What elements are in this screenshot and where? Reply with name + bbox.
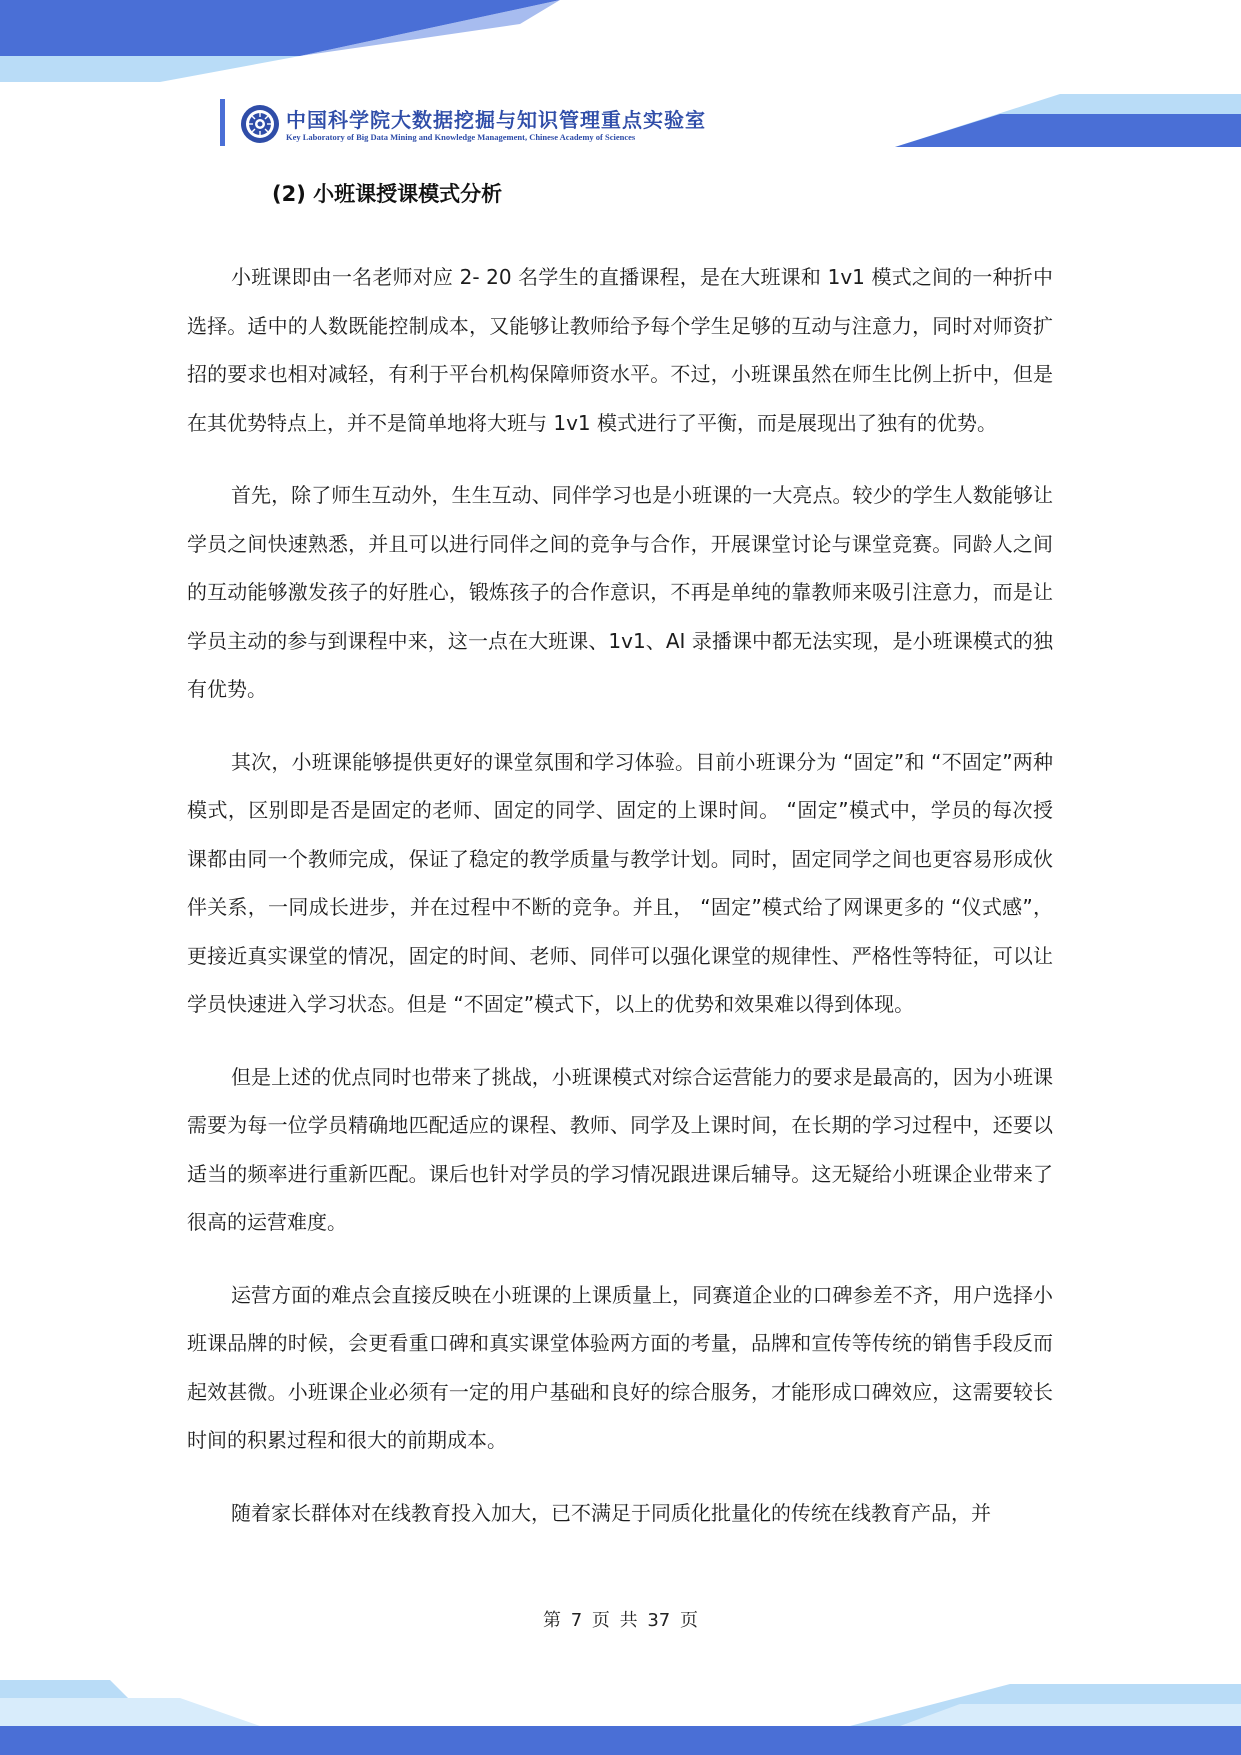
- section-heading: (2) 小班课授课模式分析: [272, 182, 503, 206]
- lab-name-cn: 中国科学院大数据挖掘与知识管理重点实验室: [286, 108, 706, 132]
- footer-decoration: [0, 1660, 1241, 1755]
- paragraph: 小班课即由一名老师对应 2- 20 名学生的直播课程，是在大班课和 1v1 模式之间的一种折中选择。适中的人数既能控制成本，又能够让教师给予每个学生足够的互动与注意力，同时对师资扩招的要求也相对减轻，有利于平台机构保障师资水平。不过，小班课虽然在师生比例上折中，但是在其优势特点上，并不是简单地将大班与 1v1 模式进行了平衡，而是展现出了独有的优势。: [187, 265, 1053, 435]
- lab-name-en: Key Laboratory of Big Data Mining and Knowledge Management, Chinese Academy of Sciences: [286, 132, 636, 142]
- body-text: [187, 253, 1053, 1561]
- paragraph: 但是上述的优点同时也带来了挑战，小班课模式对综合运营能力的要求是最高的，因为小班课需要为每一位学员精确地匹配适应的课程、教师、同学及上课时间，在长期的学习过程中，还要以适当的频率进行重新匹配。课后也针对学员的学习情况跟进课后辅导。这无疑给小班课企业带来了很高的运营难度。: [187, 1064, 1053, 1234]
- paragraph: 随着家长群体对在线教育投入加大，已不满足于同质化批量化的传统在线教育产品，并: [231, 1500, 991, 1525]
- paragraph: 运营方面的难点会直接反映在小班课的上课质量上，同赛道企业的口碑参差不齐，用户选择小班课品牌的时候，会更看重口碑和真实课堂体验两方面的考量，品牌和宣传等传统的销售手段反而起效甚微。小班课企业必须有一定的用户基础和良好的综合服务，才能形成口碑效应，这需要较长时间的积累过程和很大的前期成本。: [187, 1282, 1053, 1452]
- page-number: 第 7 页 共 37 页: [543, 1610, 698, 1631]
- header-accent-bar: [220, 99, 225, 146]
- paragraph: 首先，除了师生互动外，生生互动、同伴学习也是小班课的一大亮点。较少的学生人数能够让学员之间快速熟悉，并且可以进行同伴之间的竞争与合作，开展课堂讨论与课堂竞赛。同龄人之间的互动能够激发孩子的好胜心，锻炼孩子的合作意识，不再是单纯的靠教师来吸引注意力，而是让学员主动的参与到课程中来，这一点在大班课、1v1、AI 录播课中都无法实现，是小班课模式的独有优势。: [187, 483, 1053, 701]
- paragraph: 其次，小班课能够提供更好的课堂氛围和学习体验。目前小班课分为 “固定”和 “不固定”两种模式，区别即是否是固定的老师、固定的同学、固定的上课时间。 “固定”模式中，学员的每次授课都由同一个教师完成，保证了稳定的教学质量与教学计划。同时，固定同学之间也更容易形成伙伴关系，一同成长进步，并在过程中不断的竞争。并且， “固定”模式给了网课更多的 “仪式感”，更接近真实课堂的情况，固定的时间、老师、同伴可以强化课堂的规律性、严格性等特征，可以让学员快速进入学习状态。但是 “不固定”模式下，以上的优势和效果难以得到体现。: [187, 749, 1053, 1016]
- cas-emblem-icon: [240, 104, 280, 144]
